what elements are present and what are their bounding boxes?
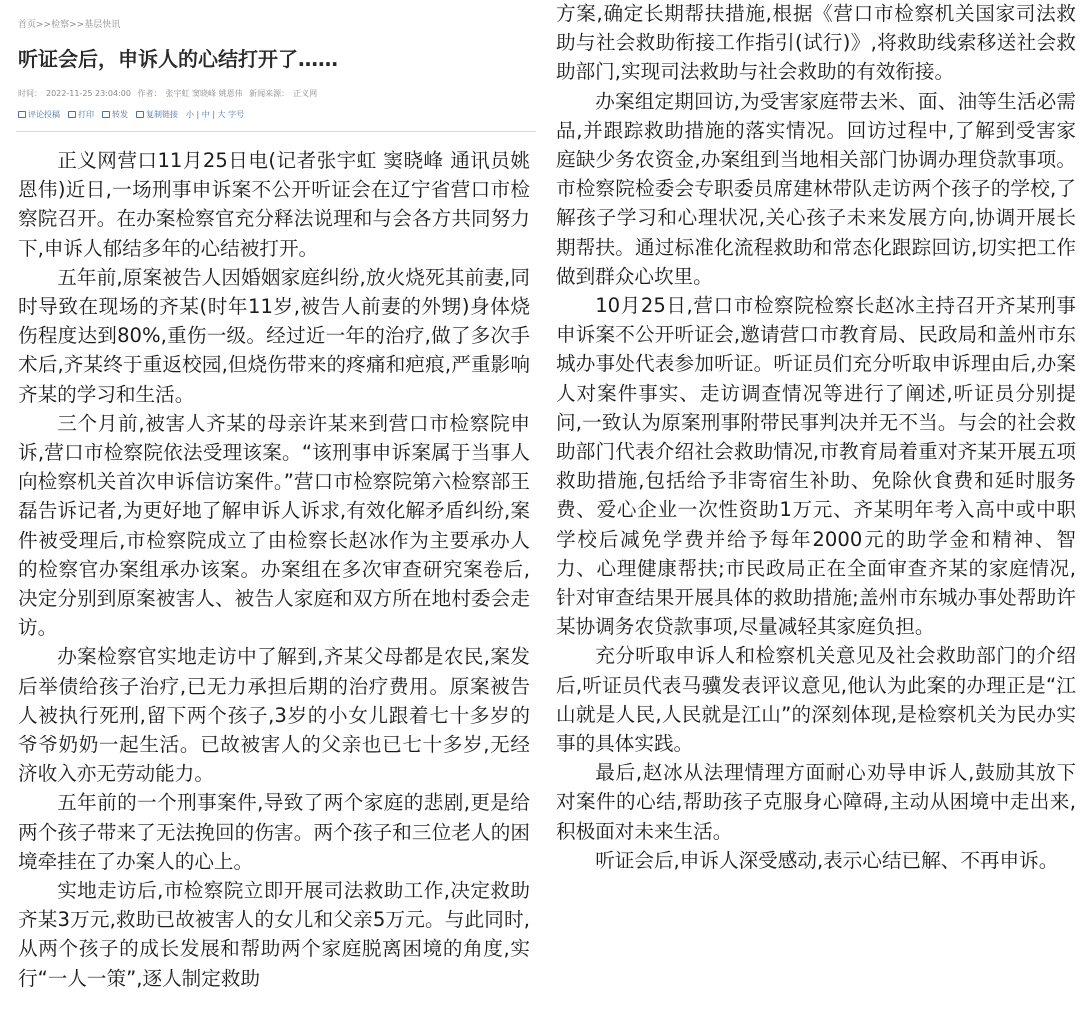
article-paragraph: 办案组定期回访,为受害家庭带去米、面、油等生活必需品,并跟踪救助措施的落实情况。回访过程中,了解到受害家庭缺少务农资金,办案组到当地相关部门协调办理贷款事项。市检察院检委会专职委员席建林带队走访两个孩子的学校,了解孩子学习和心理状况,关心孩子未来发展方向,协调开展长期帮扶。通过标准化流程救助和常态化跟踪回访,切实把工作做到群众心坎里。 [556,89,1076,288]
forward-icon [102,111,110,118]
copy-link-label: 复制链接 [146,110,178,119]
header-divider [16,131,536,132]
breadcrumb-home-link[interactable]: 首页 [18,20,37,30]
meta-time: 2022-11-25 23:04:00 [46,89,131,98]
print-icon [68,111,76,118]
breadcrumb-level2-link[interactable]: 基层快讯 [84,20,121,30]
article-paragraph: 充分听取申诉人和检察机关意见及社会救助部门的介绍后,听证员代表马骥发表评议意见,他认为此案的办理正是“江山就是人民,人民就是江山”的深刻体现,是检察机关为民办实事的具体实践。 [556,644,1076,756]
breadcrumb-separator: >> [69,20,85,30]
forward-label: 转发 [112,110,128,119]
article-paragraph: 听证会后,申诉人深受感动,表示心结已解、不再申诉。 [595,848,1059,872]
copy-link-button[interactable] [136,109,178,120]
font-size-selector[interactable]: 小 | 中 | 大 字号 [186,110,245,119]
right-column [552,0,1080,1019]
comment-button[interactable] [18,109,60,120]
comment-label: 评论投稿 [28,110,60,119]
article-paragraph: 正义网营口11月25日电(记者张宇虹 窦晓峰 通讯员姚恩伟)近日,一场刑事申诉案不公开听证会在辽宁省营口市检察院召开。在办案检察官充分释法说理和与会各方共同努力下,申诉人郁结多年的心结被打开。 [18,149,530,260]
meta-authors: 张宇虹 窦晓峰 姚恩伟 [165,89,243,98]
article-body-left [18,146,530,993]
article-paragraph: 实地走访后,市检察院立即开展司法救助工作,决定救助齐某3万元,救助已故被害人的女儿和父亲5万元。与此同时,从两个孩子的成长发展和帮助两个家庭脱离困境的角度,实行“一人一策”,逐人制定救助 [18,879,530,990]
article-meta [18,88,321,99]
comment-icon [18,111,26,118]
meta-source-label: 新闻来源： [249,89,290,98]
breadcrumb [18,17,120,30]
article-paragraph: 五年前,原案被告人因婚姻家庭纠纷,放火烧死其前妻,同时导致在现场的齐某(时年11岁,被告人前妻的外甥)身体烧伤程度达到80%,重伤一级。经过近一年的治疗,做了多次手术后,齐某终于重返校园,但烧伤带来的疼痛和疤痕,严重影响齐某的学习和生活。 [18,265,530,406]
link-icon [136,111,144,118]
article-paragraph: 办案检察官实地走访中了解到,齐某父母都是农民,案发后举债给孩子治疗,已无力承担后期的治疗费用。原案被告人被执行死刑,留下两个孩子,3岁的小女儿跟着七十多岁的爷爷奶奶一起生活。已故被害人的父亲也已七十多岁,无经济收入亦无劳动能力。 [18,645,530,786]
article-paragraph-continued: 方案,确定长期帮扶措施,根据《营口市检察机关国家司法救助与社会救助衔接工作指引(试行)》,将救助线索移送社会救助部门,实现司法救助与社会救助的有效衔接。 [556,2,1076,84]
article-toolbar [18,109,244,120]
article-paragraph: 10月25日,营口市检察院检察长赵冰主持召开齐某刑事申诉案不公开听证会,邀请营口市教育局、民政局和盖州市东城办事处代表参加听证。听证员们充分听取申诉理由后,办案人对案件事实、走访调查情况等进行了阐述,听证员分别提问,一致认为原案刑事附带民事判决并无不当。与会的社会救助部门代表介绍社会救助情况,市教育局着重对齐某开展五项救助措施,包括给予非寄宿生补助、免除伙食费和延时服务费、爱心企业一次性资助1万元、齐某明年考入高中或中职学校后减免学费并给予每年2000元的助学金和精神、智力、心理健康帮扶;市民政局正在全面审查齐某的家庭情况,针对审查结果开展具体的救助措施;盖州市东城办事处帮助许某协调务农贷款事项,尽量减轻其家庭负担。 [556,294,1076,639]
article-title: 听证会后，申诉人的心结打开了…… [18,47,338,71]
article-paragraph: 五年前的一个刑事案件,导致了两个家庭的悲剧,更是给两个孩子带来了无法挽回的伤害。两个孩子和三位老人的困境牵挂在了办案人的心上。 [18,791,530,873]
breadcrumb-level1-link[interactable]: 检察 [51,20,70,30]
breadcrumb-separator: >> [36,20,52,30]
meta-source: 正义网 [293,89,318,98]
article-paragraph: 最后,赵冰从法理情理方面耐心劝导申诉人,鼓励其放下对案件的心结,帮助孩子克服身心障碍,主动从困境中走出来,积极面对未来生活。 [556,761,1076,843]
article-paragraph: 三个月前,被害人齐某的母亲许某来到营口市检察院申诉,营口市检察院依法受理该案。“该刑事申诉案属于当事人向检察机关首次申诉信访案件。”营口市检察院第六检察部王磊告诉记者,为更好地了解申诉人诉求,有效化解矛盾纠纷,案件被受理后,市检察院成立了由检察长赵冰作为主要承办人的检察官办案组承办该案。办案组在多次审查研究案卷后,决定分别到原案被害人、被告人家庭和双方所在地村委会走访。 [18,411,530,640]
print-label: 打印 [78,110,94,119]
forward-button[interactable] [102,109,128,120]
meta-author-label: 作者： [137,89,162,98]
print-button[interactable] [68,109,94,120]
article-body-right [556,0,1076,875]
meta-time-label: 时间： [18,89,42,98]
